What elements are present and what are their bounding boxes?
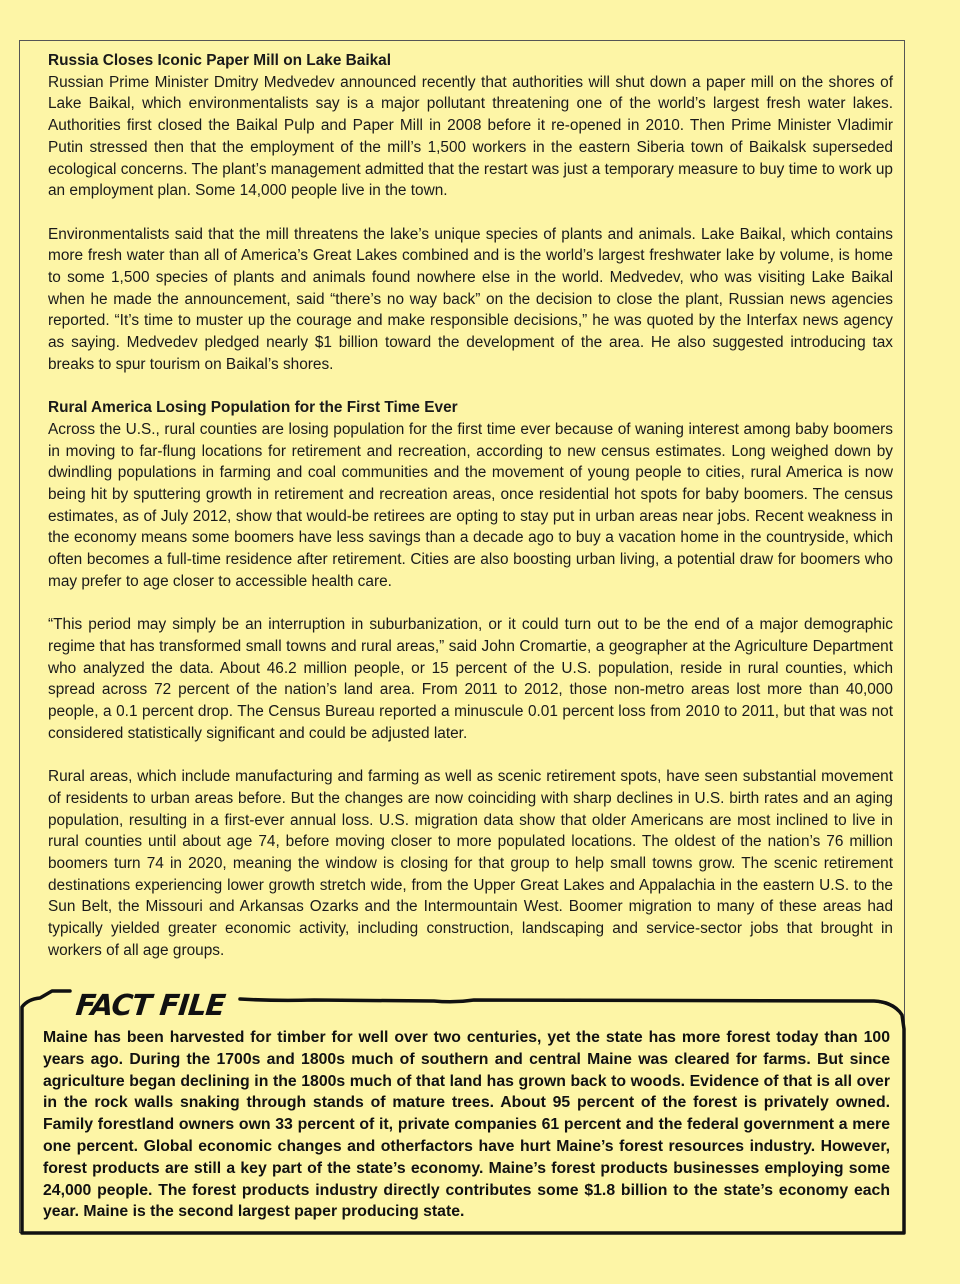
fact-file-title: FACT FILE [74,988,227,1022]
article-rural-america [48,397,893,961]
article-column [48,50,893,983]
fact-file-body: Maine has been harvested for timber for well over two centuries, yet the state has more forest today than 100 years ago. During the 1700s and 1800s much of southern and central Maine was cleared for farms. But since agriculture began declining in the 1800s much of that land has grown back to woods. Evidence of that is all over in the rock walls snaking through stands of mature trees. About 95 percent of the forest is privately owned. Family forestland owners own 33 percent of it, private companies 61 percent and the federal government a mere one percent. Global economic changes and otherfactors have hurt Maine’s forest resources industry. However, forest products are still a key part of the state’s economy. Maine’s forest products businesses employing some 24,000 people. The forest products industry directly contributes some $1.8 billion to the state’s economy each year. Maine is the second largest paper producing state. [43,1029,890,1221]
article-paragraph: Across the U.S., rural counties are losing population for the first time ever because of waning interest among baby boomers in moving to far-flung locations for retirement and recreation, according to new census estimates. Long weighed down by dwindling populations in farming and coal communities and the movement of young people to cities, rural America is now being hit by sputtering growth in retirement and recreation areas, once residential hot spots for baby boomers. The census estimates, as of July 2012, show that would-be retirees are opting to stay put in urban areas near jobs. Recent weakness in the economy means some boomers have less savings than a decade ago to buy a vacation home in the countryside, which often becomes a full-time residence after retirement. Cities are also boosting urban living, a potential draw for boomers who may prefer to age closer to accessible health care. [48,420,893,590]
article-baikal [48,50,893,376]
fact-file-box [14,985,914,1237]
article-paragraph: Russian Prime Minister Dmitry Medvedev announced recently that authorities will shut down a paper mill on the shores of Lake Baikal, which environmentalists say is a major pollutant threatening one of the world’s largest fresh water lakes. Authorities first closed the Baikal Pulp and Paper Mill in 2008 before it re-opened in 2010. Then Prime Minister Vladimir Putin stressed then that the employment of the mill’s 1,500 workers in the eastern Siberia town of Baikalsk superseded ecological concerns. The plant’s management admitted that the restart was just a temporary measure to buy time to work up an employment plan. Some 14,000 people live in the town. [48,73,893,200]
article-title: Russia Closes Iconic Paper Mill on Lake Baikal [48,52,391,69]
article-paragraph: Rural areas, which include manufacturing and farming as well as scenic retirement spots, have seen substantial movement of residents to urban areas before. But the changes are now coinciding with sharp declines in U.S. birth rates and an aging population, resulting in a first-ever annual loss. U.S. migration data show that older Americans are most inclined to live in rural counties until about age 74, before moving closer to more populated locations. The oldest of the nation’s 76 million boomers turn 74 in 2020, meaning the window is closing for that group to help small towns grow. The scenic retirement destinations experiencing lower growth stretch wide, from the Upper Great Lakes and Appalachia in the eastern U.S. to the Sun Belt, the Missouri and Arkansas Ozarks and the Intermountain West. Boomer migration to many of these areas had typically yielded greater economic activity, including construction, landscaping and service-sector jobs that brought in workers of all age groups. [48,768,893,959]
article-paragraph: Environmentalists said that the mill threatens the lake’s unique species of plants and animals. Lake Baikal, which contains more fresh water than all of America’s Great Lakes combined and is the world’s largest freshwater lake by volume, is home to some 1,500 species of plants and animals found nowhere else in the world. Medvedev, who was visiting Lake Baikal when he made the announcement, said “there’s no way back” on the decision to close the plant, Russian news agencies reported. “It’s time to muster up the courage and make responsible decisions,” he was quoted by the Interfax news agency as saying. Medvedev pledged nearly $1 billion toward the development of the area. He also suggested introducing tax breaks to spur tourism on Baikal’s shores. [48,225,893,373]
article-title: Rural America Losing Population for the First Time Ever [48,399,458,417]
article-paragraph: “This period may simply be an interruption in suburbanization, or it could turn out to be the end of a major demographic regime that has transformed small towns and rural areas,” said John Cromartie, a geographer at the Agriculture Department who analyzed the data. About 46.2 million people, or 15 percent of the U.S. population, reside in rural counties, which spread across 72 percent of the nation’s land area. From 2011 to 2012, those non-metro areas lost more than 40,000 people, a 0.1 percent drop. The Census Bureau reported a minuscule 0.01 percent loss from 2010 to 2011, but that was not considered statistically significant and could be adjusted later. [48,616,893,742]
